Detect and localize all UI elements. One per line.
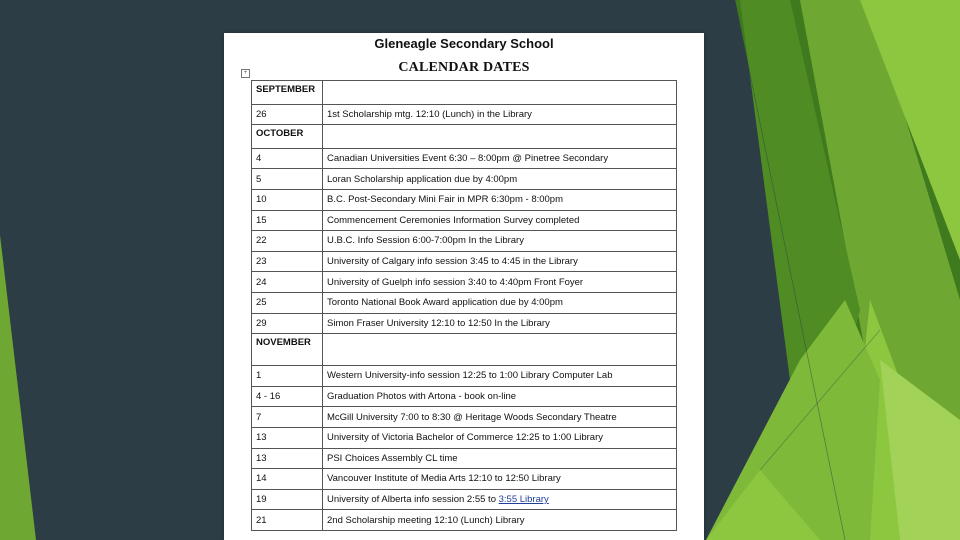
event-date: 13 [252,448,323,469]
event-date: 5 [252,169,323,190]
event-description: University of Victoria Bachelor of Commerce 12:25 to 1:00 Library [323,427,677,448]
table-row [252,386,677,407]
table-row [252,104,677,125]
table-row [252,407,677,428]
event-description: Graduation Photos with Artona - book on-line [323,386,677,407]
table-row [252,148,677,169]
event-date: 4 - 16 [252,386,323,407]
school-name: Gleneagle Secondary School [374,36,554,51]
event-description: Commencement Ceremonies Information Survey completed [323,210,677,231]
event-date: 13 [252,427,323,448]
event-description: University of Guelph info session 3:40 to 4:40pm Front Foyer [323,272,677,293]
table-row [252,366,677,387]
event-date: 21 [252,510,323,531]
table-row [252,231,677,252]
table-row [252,169,677,190]
event-date: 24 [252,272,323,293]
calendar-table [251,80,677,531]
month-header-november [252,334,677,366]
calendar-document [224,33,704,540]
table-row [252,427,677,448]
event-description [323,489,677,510]
event-date: 1 [252,366,323,387]
event-description: McGill University 7:00 to 8:30 @ Heritage Woods Secondary Theatre [323,407,677,428]
month-label: NOVEMBER [252,334,323,366]
event-date: 7 [252,407,323,428]
table-move-handle-icon[interactable]: + [241,69,250,78]
table-row [252,313,677,334]
event-text: University of Alberta info session 2:55 to [327,493,499,505]
month-spacer [323,125,677,149]
event-description: 1st Scholarship mtg. 12:10 (Lunch) in the Library [323,104,677,125]
table-row [252,251,677,272]
table-row [252,210,677,231]
event-description: 2nd Scholarship meeting 12:10 (Lunch) Library [323,510,677,531]
event-description: Canadian Universities Event 6:30 – 8:00pm @ Pinetree Secondary [323,148,677,169]
month-spacer [323,81,677,105]
event-date: 15 [252,210,323,231]
month-header-october [252,125,677,149]
month-header-september [252,81,677,105]
event-date: 10 [252,189,323,210]
event-date: 26 [252,104,323,125]
event-date: 19 [252,489,323,510]
table-row [252,469,677,490]
event-description: Loran Scholarship application due by 4:00pm [323,169,677,190]
event-description: PSI Choices Assembly CL time [323,448,677,469]
table-row [252,510,677,531]
event-description: Simon Fraser University 12:10 to 12:50 In the Library [323,313,677,334]
month-label: SEPTEMBER [252,81,323,105]
event-date: 4 [252,148,323,169]
month-spacer [323,334,677,366]
event-date: 23 [252,251,323,272]
event-description: B.C. Post-Secondary Mini Fair in MPR 6:30pm - 8:00pm [323,189,677,210]
event-date: 29 [252,313,323,334]
event-description: Vancouver Institute of Media Arts 12:10 to 12:50 Library [323,469,677,490]
event-description: U.B.C. Info Session 6:00-7:00pm In the Library [323,231,677,252]
table-row [252,292,677,313]
event-description: Western University-info session 12:25 to 1:00 Library Computer Lab [323,366,677,387]
month-label: OCTOBER [252,125,323,149]
table-row [252,272,677,293]
table-row [252,448,677,469]
event-description: University of Calgary info session 3:45 to 4:45 in the Library [323,251,677,272]
event-date: 14 [252,469,323,490]
event-link[interactable]: 3:55 Library [498,493,549,505]
event-date: 22 [252,231,323,252]
event-description: Toronto National Book Award application due by 4:00pm [323,292,677,313]
event-date: 25 [252,292,323,313]
table-row [252,489,677,510]
table-row [252,189,677,210]
calendar-title: CALENDAR DATES [398,60,530,75]
